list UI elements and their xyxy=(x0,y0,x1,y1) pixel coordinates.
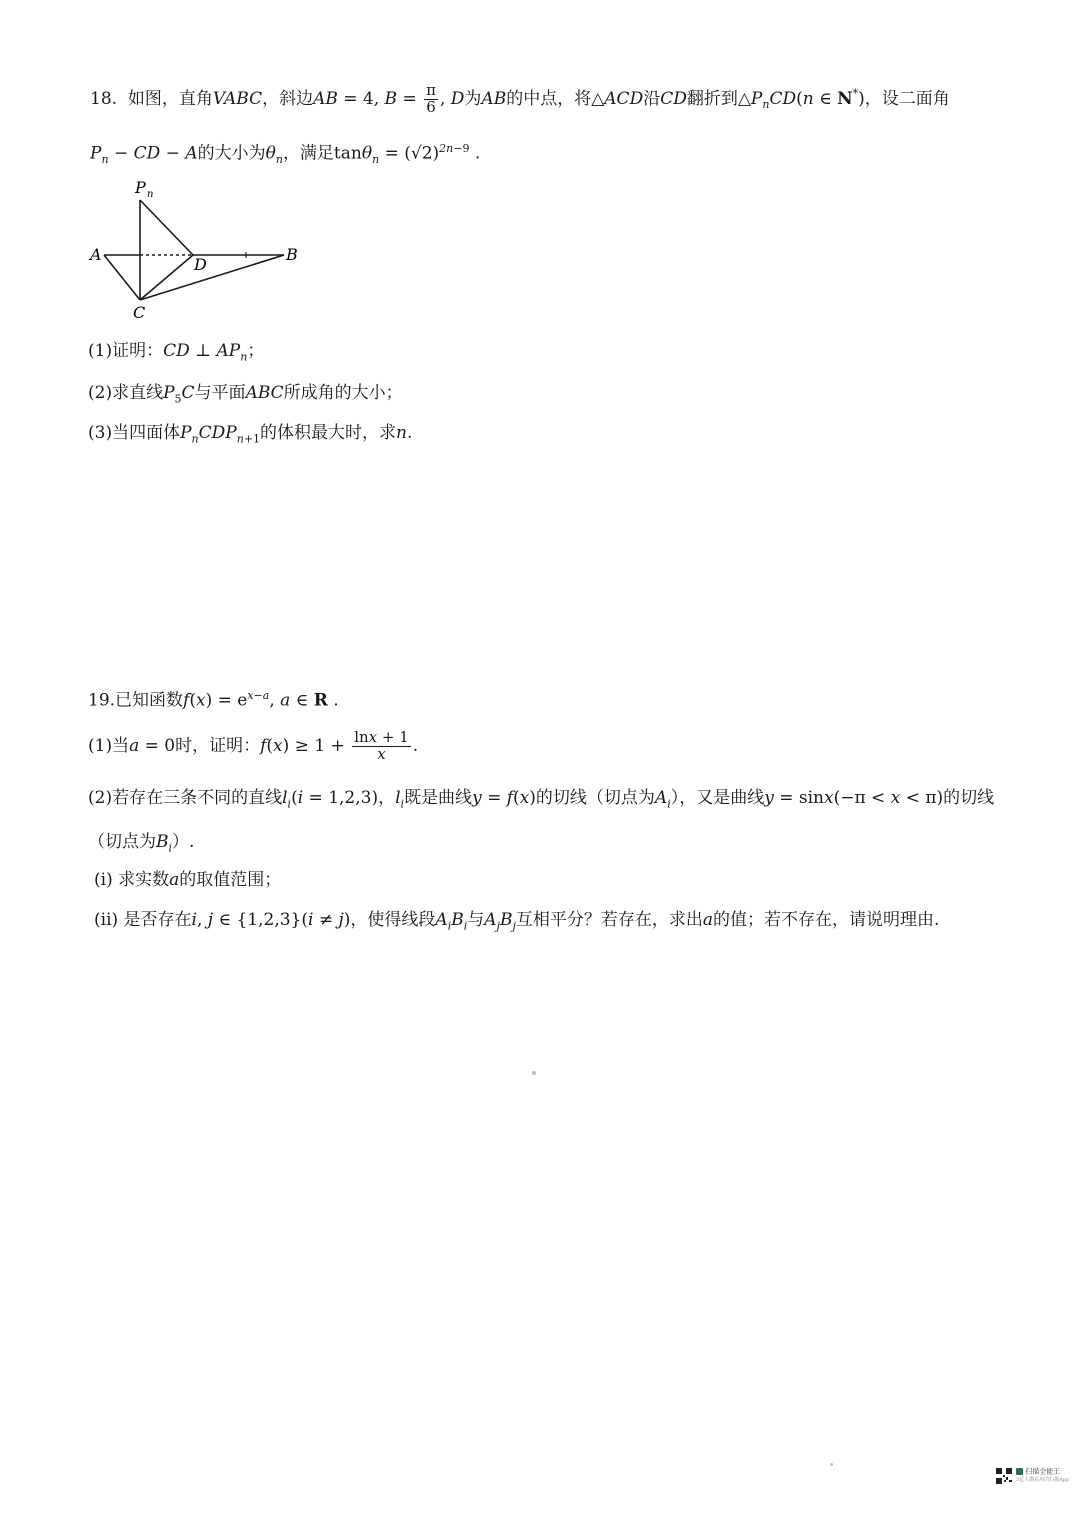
label-D: D xyxy=(194,255,207,274)
q19-part2-line1: (2)若存在三条不同的直线$l_i(i = 1,2,3)$，$l_i$既是曲线y = f(x)的切线（切点为$A_i$），又是曲线y = sinx(−π < x < π)的切线 xyxy=(88,788,995,811)
q18-figure xyxy=(80,175,320,325)
q19-stem: 19.已知函数$f(x) = e^{x-a}$, a ∈ R . xyxy=(88,689,339,711)
qr-code-icon xyxy=(996,1468,1012,1484)
lnx-fraction: $\frac{\ln x + 1}{x}$ xyxy=(354,728,409,763)
q18-part3: (3)当四面体$P_nCDP_{n+1}$的体积最大时，求n. xyxy=(88,423,413,446)
scanner-logo-icon xyxy=(1016,1468,1023,1475)
scanner-badge-subtext: 3亿人都在用的扫描App xyxy=(1016,1476,1070,1483)
label-A: A xyxy=(90,245,102,264)
q19-part1: (1)当a = 0时，证明：f(x) ≥ 1 + $\frac{\ln x + 1}{x}$ . xyxy=(88,728,419,763)
q18-stem-line2: $P_n$ − CD − A的大小为$\theta_n$，满足$\tan\theta_n = (√2)^{2n-9}$ . xyxy=(90,142,481,167)
scanner-badge xyxy=(1016,1468,1069,1483)
scan-speck xyxy=(830,1463,833,1466)
q18-stem-line1: 18. 如图，直角VABC，斜边AB = 4, B = $\frac{\pi}{6}$ , D为AB的中点，将△ACD沿CD翻折到$\triangle P_nCD(n$ ∈ N*)，设二面角 xyxy=(90,81,950,116)
scan-speck xyxy=(532,1071,536,1075)
label-P-sub: n xyxy=(147,189,154,200)
label-P: P xyxy=(135,178,146,197)
q18-number: 18. xyxy=(90,88,118,109)
label-B: B xyxy=(286,245,298,264)
q18-part2: (2)求直线$P_5C$与平面ABC所成角的大小； xyxy=(88,383,403,406)
label-C: C xyxy=(133,303,146,322)
q19-part2-line2: （切点为$B_i$）. xyxy=(88,832,195,855)
scanner-badge-text: 扫描全能王 xyxy=(1025,1467,1061,1476)
q18-part1: (1)证明：CD ⊥ $AP_n$； xyxy=(88,341,265,364)
q19-sub-ii: (ii) 是否存在i, j ∈ {1,2,3}(i ≠ j)，使得线段$A_iB_i$与$A_jB_j$互相平分？若存在，求出a的值；若不存在，请说明理由. xyxy=(94,910,940,933)
pi-over-6-fraction: $\frac{\pi}{6}$ xyxy=(426,81,436,116)
q19-sub-i: (i) 求实数a的取值范围； xyxy=(94,870,282,890)
